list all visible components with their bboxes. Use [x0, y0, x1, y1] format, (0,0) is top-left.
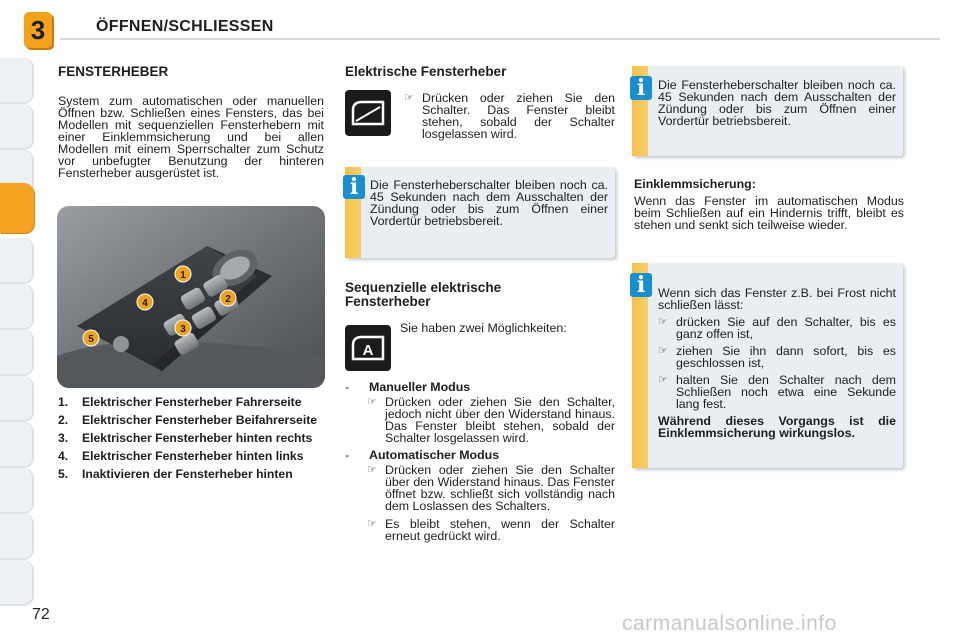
side-tab[interactable]: [0, 376, 34, 422]
photo-callout-5: 5: [88, 334, 94, 345]
side-tab[interactable]: [0, 58, 34, 104]
mode-automatic: - Automatischer Modus ☞ Drücken oder ziehen Sie den Schalter über den Widerstand hinaus. Das Fenster öffnet bzw. schließt sich vollständig nach dem Loslassen des Schalters. ☞ Es bleibt stehen, wenn der Schalter erneut gedrückt wird.: [345, 448, 615, 543]
window-glyph-icon: [350, 98, 386, 128]
info-bullet: ☞ halten Sie den Schalter nach dem Schließen noch etwa eine Sekunde lang fest.: [658, 373, 896, 411]
caption-list: [58, 396, 328, 486]
page-title: ÖFFNEN/SCHLIESSEN: [96, 18, 274, 35]
info-icon: i: [630, 76, 652, 100]
bullet-finger-icon: ☞: [367, 396, 377, 408]
pinch-heading: Einklemmsicherung:: [634, 177, 756, 191]
info-box-right-top: [632, 66, 903, 156]
page-number: 72: [32, 606, 50, 623]
side-tab[interactable]: [0, 238, 34, 284]
mode-manual: - Manueller Modus ☞ Drücken oder ziehen Sie den Schalter, jedoch nicht über den Widerstand hinaus. Das Fenster bleibt stehen, sobald der Schalter losgelassen wird.: [345, 380, 615, 445]
info-text: Die Fensterheberschalter bleiben noch ca. 45 Sekunden nach dem Ausschalten der Zündung oder bis zum Öffnen einer Vordertür betriebsbereit.: [370, 178, 608, 228]
auto-mode-icon: [345, 325, 391, 371]
section-heading-sequenziell: Sequenzielle elektrische Fensterheber: [345, 280, 502, 309]
info-content: [658, 287, 896, 439]
side-tab[interactable]: [0, 560, 34, 606]
section-heading-fensterheber: FENSTERHEBER: [58, 64, 169, 79]
chapter-badge: 3: [24, 12, 52, 48]
caption-item: 1. Elektrischer Fensterheber Fahrerseite: [58, 395, 302, 409]
caption-item: 2. Elektrischer Fensterheber Beifahrerseite: [58, 413, 318, 427]
side-tab[interactable]: [0, 330, 34, 376]
seq-intro: Sie haben zwei Möglichkeiten:: [400, 321, 567, 335]
bullet-finger-icon: ☞: [658, 345, 668, 357]
pinch-paragraph: Wenn das Fenster im automatischen Modus beim Schließen auf ein Hindernis trifft, bleibt es stehen und senkt sich teilweise wieder.: [634, 194, 904, 232]
window-switch-illustration: [57, 206, 325, 388]
info-bullet: ☞ ziehen Sie ihn dann sofort, bis es geschlossen ist,: [658, 344, 896, 370]
photo-callout-2: 2: [225, 294, 231, 305]
photo-callout-3: 3: [180, 324, 186, 335]
photo-callout-1: 1: [180, 270, 186, 281]
photo-callout-4: 4: [142, 298, 148, 309]
section-heading-elektrische: Elektrische Fensterheber: [345, 64, 507, 79]
bullet-finger-icon: ☞: [404, 92, 414, 104]
info-intro: Wenn sich das Fenster z.B. bei Frost nicht schließen lässt:: [658, 286, 896, 312]
bullet-finger-icon: ☞: [367, 518, 377, 530]
window-switch-photo: [57, 206, 325, 388]
intro-paragraph: System zum automatischen oder manuellen Öffnen bzw. Schließen eines Fensters, das bei Modellen mit sequenziellen Fensterhebern mit einer Einklemmsicherung und bei allen Modellen mit einem Sperrschalter zum Schutz vor unbefugter Benutzung der hinteren Fensterheber ausgerüstet ist.: [58, 94, 324, 180]
side-tab[interactable]: [0, 514, 34, 560]
bullet-finger-icon: ☞: [658, 316, 668, 328]
info-box-middle: [345, 167, 615, 258]
info-text: Die Fensterheberschalter bleiben noch ca. 45 Sekunden nach dem Ausschalten der Zündung oder bis zum Öffnen einer Vordertür betriebsbereit.: [658, 78, 896, 128]
info-bullet: ☞ drücken Sie auf den Schalter, bis es ganz offen ist,: [658, 315, 896, 341]
info-icon: i: [343, 175, 365, 199]
bullet-finger-icon: ☞: [658, 374, 668, 386]
window-switch-icon: [345, 90, 391, 136]
info-icon: i: [630, 273, 652, 297]
electric-bullet: ☞ Drücken oder ziehen Sie den Schalter. Das Fenster bleibt stehen, sobald der Schalter losgelassen wird.: [404, 91, 615, 141]
side-tab-active[interactable]: [0, 183, 34, 233]
bullet-finger-icon: ☞: [367, 464, 377, 476]
side-tab[interactable]: [0, 104, 34, 150]
side-tab[interactable]: [0, 422, 34, 468]
watermark: carmanualsonline.info: [622, 612, 837, 635]
side-tab[interactable]: [0, 284, 34, 330]
mode-list: [345, 381, 615, 542]
header-rule: [60, 38, 940, 40]
auto-window-glyph-icon: [350, 335, 386, 361]
caption-item: 5. Inaktivieren der Fensterheber hinten: [58, 467, 293, 481]
caption-item: 3. Elektrischer Fensterheber hinten rechts: [58, 431, 313, 445]
info-box-right-bottom: [632, 263, 903, 468]
svg-text:A: A: [362, 342, 374, 359]
info-warning: Während dieses Vorgangs ist die Einklemmsicherung wirkungslos.: [658, 414, 896, 440]
caption-item: 4. Elektrischer Fensterheber hinten links: [58, 449, 304, 463]
side-tab[interactable]: [0, 468, 34, 514]
